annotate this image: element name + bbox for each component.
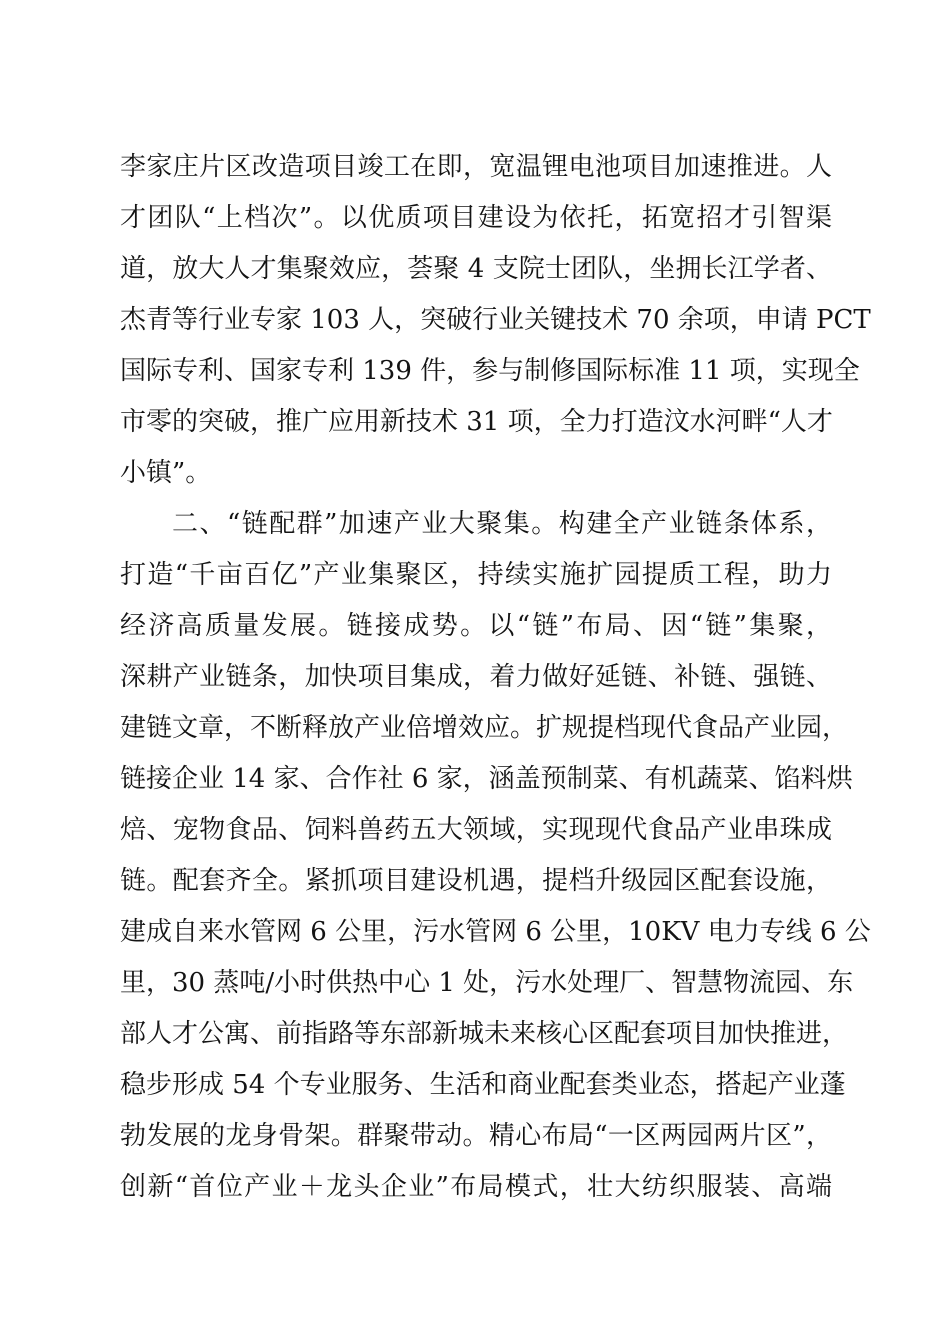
text-line: 稳步形成 54 个专业服务、生活和商业配套类业态，搭起产业蓬	[120, 1070, 846, 1100]
text-line: 深耕产业链条，加快项目集成，着力做好延链、补链、强链、	[120, 662, 832, 692]
section-heading-line: 二、“链配群”加速产业大聚集。构建全产业链条体系，	[172, 509, 832, 539]
text-line: 建链文章，不断释放产业倍增效应。扩规提档现代食品产业园，	[120, 713, 849, 743]
text-line: 才团队“上档次”。以优质项目建设为依托，拓宽招才引智渠	[120, 203, 832, 233]
text-line: 小镇”。	[120, 458, 212, 488]
text-line: 部人才公寓、前指路等东部新城未来核心区配套项目加快推进，	[120, 1019, 849, 1049]
text-line: 链接企业 14 家、合作社 6 家，涵盖预制菜、有机蔬菜、馅料烘	[120, 764, 853, 794]
text-line: 道，放大人才集聚效应，荟聚 4 支院士团队，坐拥长江学者、	[120, 254, 832, 284]
text-line: 链。配套齐全。紧抓项目建设机遇，提档升级园区配套设施，	[120, 866, 832, 896]
text-line: 创新“首位产业＋龙头企业”布局模式，壮大纺织服装、高端	[120, 1172, 832, 1202]
text-line: 焙、宠物食品、饲料兽药五大领域，实现现代食品产业串珠成	[120, 815, 832, 845]
text-line: 打造“千亩百亿”产业集聚区，持续实施扩园提质工程，助力	[120, 560, 832, 590]
text-line: 李家庄片区改造项目竣工在即，宽温锂电池项目加速推进。人	[120, 152, 832, 182]
text-line: 国际专利、国家专利 139 件，参与制修国际标准 11 项，实现全	[120, 356, 860, 386]
body-text	[120, 142, 871, 1213]
text-line: 建成自来水管网 6 公里，污水管网 6 公里，10KV 电力专线 6 公	[120, 917, 871, 947]
text-line: 杰青等行业专家 103 人，突破行业关键技术 70 余项，申请 PCT	[120, 305, 871, 335]
text-line: 勃发展的龙身骨架。群聚带动。精心布局“一区两园两片区”，	[120, 1121, 832, 1151]
text-line: 里，30 蒸吨/小时供热中心 1 处，污水处理厂、智慧物流园、东	[120, 968, 854, 998]
text-line: 经济高质量发展。链接成势。以“链”布局、因“链”集聚，	[120, 611, 832, 641]
text-line: 市零的突破，推广应用新技术 31 项，全力打造汶水河畔“人才	[120, 407, 833, 437]
